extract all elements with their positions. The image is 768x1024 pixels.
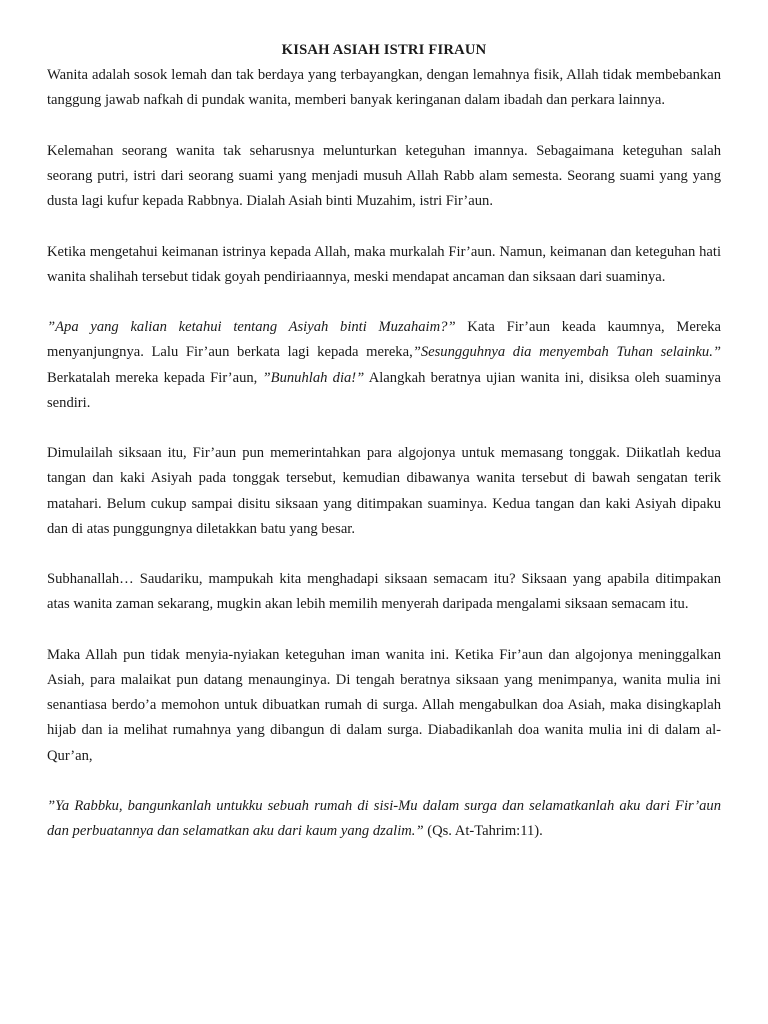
quote-asiah-prayer: ”Ya Rabbku, bangunkanlah untukku sebuah rumah di sisi-Mu dalam surga dan selamatkanlah aku dari Fir’aun dan perbuatannya dan selamatkan aku dari kaum yang dzalim.” [47,797,721,840]
paragraph-8 [47,794,721,844]
document-title: KISAH ASIAH ISTRI FIRAUN [281,42,487,58]
paragraph-4-text-3: Alangkah beratnya ujian wanita ini, disiksa oleh suaminya sendiri. [47,369,722,411]
quote-kill-her: ”Bunuhlah dia!” [262,369,365,386]
document-page [47,38,721,870]
paragraph-6: Subhanallah… Saudariku, mampukah kita menghadapi siksaan semacam itu? Siksaan yang apabila ditimpakan atas wanita zaman sekarang, mugkin akan lebih memilih menyerah daripada mengalami siksaan semacam itu. [47,571,721,613]
paragraph-1: Wanita adalah sosok lemah dan tak berdaya yang terbayangkan, dengan lemahnya fisik, Allah tidak membebankan tanggung jawab nafkah di pundak wanita, memberi banyak keringanan dalam ibadah dan perkara lainnya. [47,67,721,109]
paragraph-7: Maka Allah pun tidak menyia-nyiakan keteguhan iman wanita ini. Ketika Fir’aun dan algojonya meninggalkan Asiah, para malaikat pun datang menaunginya. Di tengah beratnya siksaan yang menimpanya, wanita mulia ini senantiasa berdo’a memohon untuk dibuatkan rumah di surga. Allah mengabulkan doa Asiah, maka disingkaplah hijab dan ia melihat rumahnya yang dibangun di dalam surga. Diabadikanlah doa wanita mulia ini di dalam al-Qur’an, [47,646,721,764]
quran-reference: (Qs. At-Tahrim:11). [423,823,543,840]
paragraph-4-text-1: Kata Fir’aun keada kaumnya, Mereka menyanjungnya. Lalu Fir’aun berkata lagi kepada mereka, [47,319,722,361]
paragraph-5: Dimulailah siksaan itu, Fir’aun pun memerintahkan para algojonya untuk memasang tonggak. Diikatlah kedua tangan dan kaki Asiyah pada tonggak tersebut, kemudian dibawanya wanita tersebut di bawah sengatan terik matahari. Belum cukup sampai disitu siksaan yang ditimpakan suaminya. Kedua tangan dan kaki Asiyah dipaku dan di atas punggungnya diletakkan batu yang besar. [47,445,721,537]
quote-firaun-question: ”Apa yang kalian ketahui tentang Asiyah binti Muzahaim?” [47,319,456,336]
paragraph-2: Kelemahan seorang wanita tak seharusnya melunturkan keteguhan imannya. Sebagaimana keteguhan salah seorang putri, istri dari seorang suami yang menjadi musuh Allah Rabb alam semesta. Seorang suami yang yang dusta lagi kufur kepada Rabbnya. Dialah Asiah binti Muzahim, istri Fir’aun. [47,142,721,210]
paragraph-3: Ketika mengetahui keimanan istrinya kepada Allah, maka murkalah Fir’aun. Namun, keimanan dan keteguhan hati wanita shalihah tersebut tidak goyah pendiriaannya, meski mendapat ancaman dan siksaan dari suaminya. [47,243,721,285]
paragraph-4 [47,315,721,416]
quote-firaun-claim: ”Sesungguhnya dia menyembah Tuhan selainku.” [412,344,721,361]
paragraph-4-text-2: Berkatalah mereka kepada Fir’aun, [47,369,263,386]
